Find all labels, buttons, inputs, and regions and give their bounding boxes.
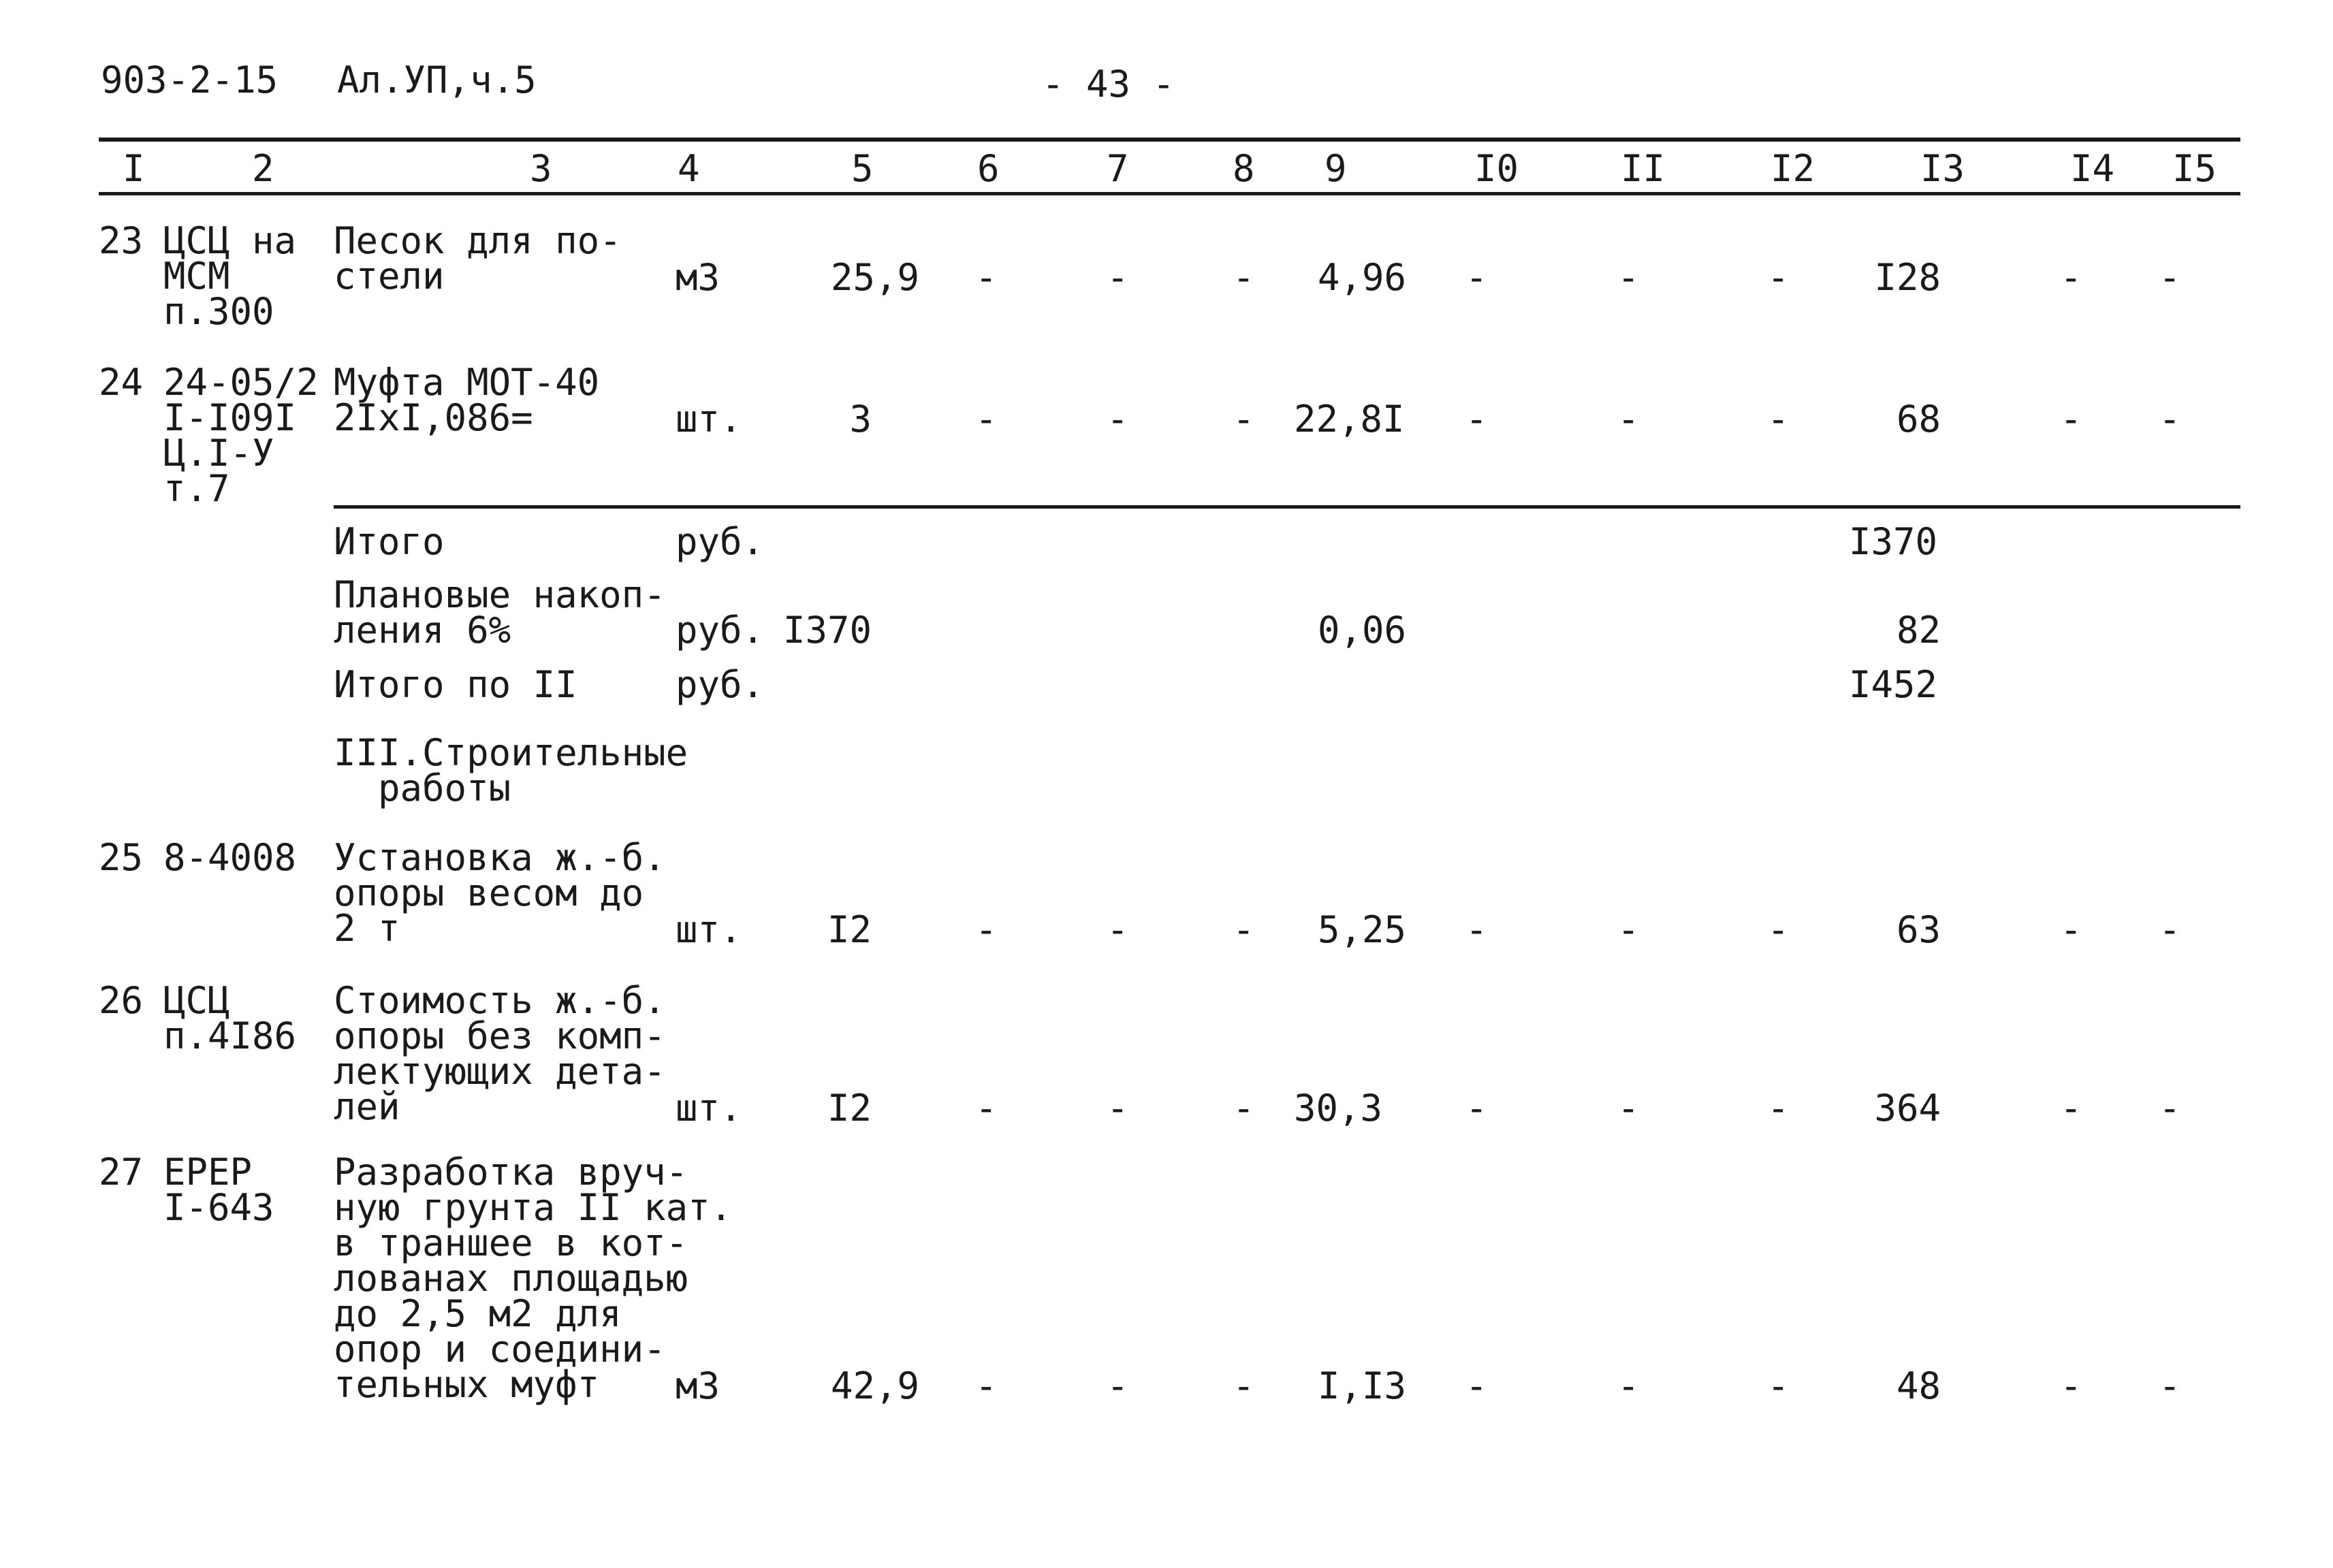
column-number: 4 bbox=[678, 147, 700, 190]
row-total: 364 bbox=[1874, 1087, 1941, 1130]
dash-cell: - bbox=[1465, 908, 1488, 951]
summary-total: I370 bbox=[1849, 520, 1938, 563]
dash-cell: - bbox=[2159, 1087, 2181, 1130]
row-name: Разработка вруч- ную грунта II кат. в траншее в кот- лованах площадью до 2,5 м2 для опор и соедини- тельных муфт bbox=[334, 1151, 733, 1406]
dash-cell: - bbox=[975, 1364, 998, 1407]
dash-cell: - bbox=[1107, 1087, 1129, 1130]
dash-cell: - bbox=[1617, 1364, 1640, 1407]
dash-cell: - bbox=[2060, 398, 2082, 441]
column-number: I bbox=[123, 147, 145, 190]
column-header-rule bbox=[99, 192, 2240, 195]
dash-cell: - bbox=[1233, 256, 1255, 299]
row-name: Стоимость ж.-б. опоры без комп- лектующих дета- лей bbox=[334, 979, 666, 1128]
dash-cell: - bbox=[1233, 398, 1255, 441]
row-number: 24 bbox=[99, 361, 144, 404]
row-quantity: I2 bbox=[827, 1087, 872, 1130]
section-heading: III.Строительные работы bbox=[334, 731, 688, 810]
column-number: 3 bbox=[530, 147, 552, 190]
row-number: 25 bbox=[99, 836, 144, 879]
column-number: I2 bbox=[1771, 147, 1815, 190]
dash-cell: - bbox=[1233, 908, 1255, 951]
summary-unit: руб. bbox=[676, 663, 765, 706]
row-unit-price: 22,8I bbox=[1294, 398, 1405, 441]
dash-cell: - bbox=[2159, 256, 2181, 299]
dash-cell: - bbox=[1233, 1087, 1255, 1130]
dash-cell: - bbox=[2060, 256, 2082, 299]
summary-label: Плановые накоп- ления 6% bbox=[334, 573, 666, 652]
dash-cell: - bbox=[2159, 1364, 2181, 1407]
dash-cell: - bbox=[975, 1087, 998, 1130]
row-number: 27 bbox=[99, 1151, 144, 1194]
column-number: 5 bbox=[851, 147, 874, 190]
dash-cell: - bbox=[1465, 398, 1488, 441]
row-quantity: 3 bbox=[849, 398, 872, 441]
column-number: 9 bbox=[1324, 147, 1347, 190]
dash-cell: - bbox=[1107, 1364, 1129, 1407]
dash-cell: - bbox=[1107, 908, 1129, 951]
summary-label: Итого по II bbox=[334, 663, 577, 706]
summary-unit: руб. bbox=[676, 520, 765, 563]
row-number: 23 bbox=[99, 219, 144, 262]
dash-cell: - bbox=[975, 256, 998, 299]
summary-quantity: I370 bbox=[783, 609, 872, 652]
summary-total: I452 bbox=[1849, 663, 1938, 706]
dash-cell: - bbox=[2060, 1364, 2082, 1407]
row-unit-price: 4,96 bbox=[1318, 256, 1407, 299]
dash-cell: - bbox=[1617, 256, 1640, 299]
dash-cell: - bbox=[1107, 256, 1129, 299]
row-code: ЦСЦ на МСМ п.300 bbox=[163, 219, 297, 333]
row-name: Песок для по- стели bbox=[334, 219, 622, 298]
page-number: - 43 - bbox=[1042, 63, 1175, 106]
dash-cell: - bbox=[1465, 1364, 1488, 1407]
row-code: 8-4008 bbox=[163, 836, 297, 879]
dash-cell: - bbox=[1617, 398, 1640, 441]
dash-cell: - bbox=[975, 908, 998, 951]
row-total: 63 bbox=[1896, 908, 1941, 951]
row-unit-price: 5,25 bbox=[1318, 908, 1407, 951]
column-number: I0 bbox=[1474, 147, 1519, 190]
summary-unit: руб. bbox=[676, 609, 765, 652]
dash-cell: - bbox=[1767, 1087, 1790, 1130]
dash-cell: - bbox=[1465, 1087, 1488, 1130]
dash-cell: - bbox=[1767, 1364, 1790, 1407]
column-number: II bbox=[1621, 147, 1666, 190]
dash-cell: - bbox=[1233, 1364, 1255, 1407]
dash-cell: - bbox=[1767, 398, 1790, 441]
row-unit: м3 bbox=[676, 256, 720, 299]
row-unit: шт. bbox=[676, 908, 742, 951]
row-quantity: I2 bbox=[827, 908, 872, 951]
row-unit: м3 bbox=[676, 1364, 720, 1407]
dash-cell: - bbox=[2159, 398, 2181, 441]
column-number: I3 bbox=[1920, 147, 1965, 190]
column-number: 6 bbox=[977, 147, 1000, 190]
row-unit-price: 30,3 bbox=[1294, 1087, 1383, 1130]
dash-cell: - bbox=[2159, 908, 2181, 951]
column-number: I5 bbox=[2172, 147, 2217, 190]
row-code: ЦСЦ п.4I86 bbox=[163, 979, 297, 1057]
dash-cell: - bbox=[975, 398, 998, 441]
dash-cell: - bbox=[1617, 908, 1640, 951]
column-number: 2 bbox=[252, 147, 274, 190]
dash-cell: - bbox=[2060, 908, 2082, 951]
row-unit-price: I,I3 bbox=[1318, 1364, 1407, 1407]
column-number: 7 bbox=[1107, 147, 1129, 190]
row-code: 24-05/2 I-I09I Ц.I-У т.7 bbox=[163, 361, 319, 510]
dash-cell: - bbox=[1617, 1087, 1640, 1130]
column-number: 8 bbox=[1233, 147, 1255, 190]
row-unit: шт. bbox=[676, 398, 742, 441]
row-total: I28 bbox=[1874, 256, 1941, 299]
row-name: Муфта МОТ-40 2IxI,086= bbox=[334, 361, 600, 439]
summary-label: Итого bbox=[334, 520, 445, 563]
dash-cell: - bbox=[2060, 1087, 2082, 1130]
dash-cell: - bbox=[1767, 256, 1790, 299]
row-quantity: 42,9 bbox=[830, 1364, 919, 1407]
summary-total: 82 bbox=[1896, 609, 1941, 652]
album-reference: Ал.УП,ч.5 bbox=[337, 59, 537, 101]
dash-cell: - bbox=[1767, 908, 1790, 951]
table-top-rule bbox=[99, 138, 2240, 142]
subtotal-rule bbox=[334, 505, 2240, 509]
column-number: I4 bbox=[2070, 147, 2115, 190]
summary-rate: 0,06 bbox=[1318, 609, 1407, 652]
row-number: 26 bbox=[99, 979, 144, 1022]
row-code: ЕРЕР I-643 bbox=[163, 1151, 274, 1229]
dash-cell: - bbox=[1107, 398, 1129, 441]
row-quantity: 25,9 bbox=[830, 256, 919, 299]
row-name: Установка ж.-б. опоры весом до 2 т bbox=[334, 836, 666, 950]
row-total: 48 bbox=[1896, 1364, 1941, 1407]
dash-cell: - bbox=[1465, 256, 1488, 299]
row-unit: шт. bbox=[676, 1087, 742, 1130]
document-code: 903-2-15 bbox=[101, 59, 279, 101]
row-total: 68 bbox=[1896, 398, 1941, 441]
